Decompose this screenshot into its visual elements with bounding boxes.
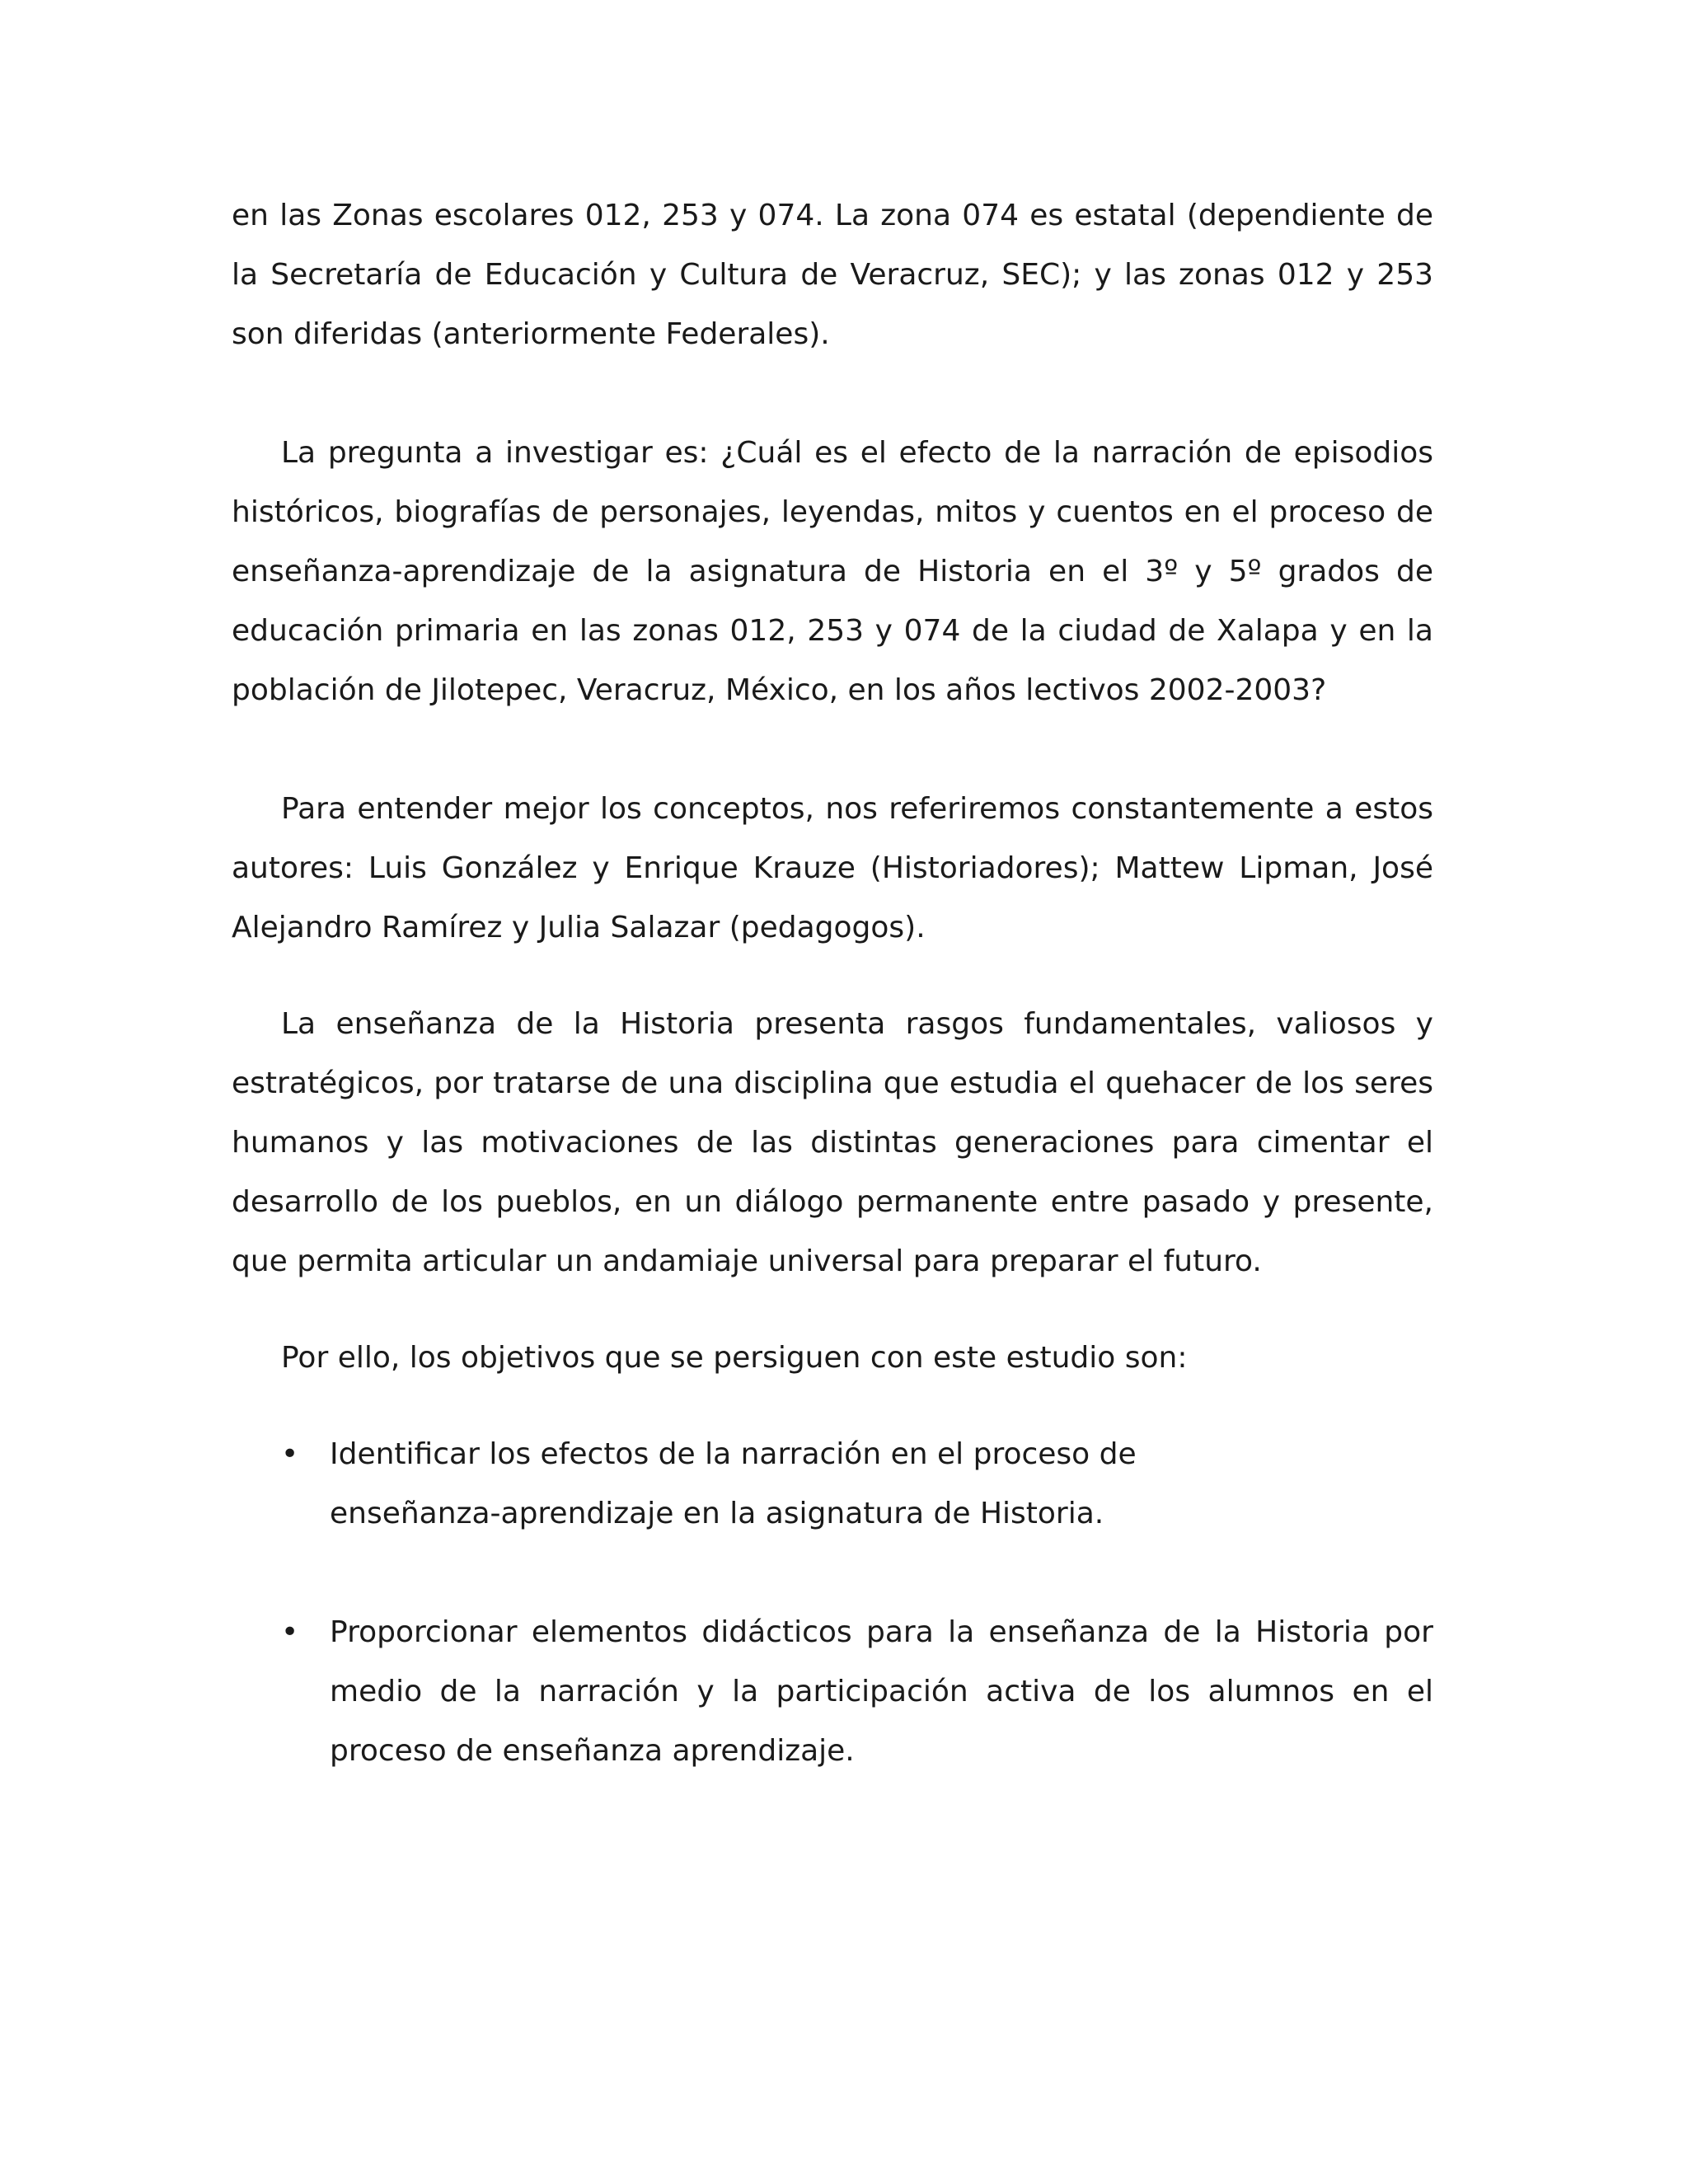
objectives-list bbox=[232, 1425, 1433, 1781]
bullet-icon: • bbox=[281, 1615, 299, 1649]
paragraph-research-question: La pregunta a investigar es: ¿Cuál es el efecto de la narración de episodios históricos, biografías de personajes, leyendas, mitos y cuentos en el proceso de enseñanza-aprendizaje de la asignatura de Historia en el 3º y 5º grados de educación primaria en las zonas 012, 253 y 074 de la ciudad de Xalapa y en la población de Jilotepec, Veracruz, México, en los años lectivos 2002-2003? bbox=[232, 436, 1433, 707]
paragraph-spacer bbox=[232, 958, 1433, 995]
document-body bbox=[232, 186, 1433, 1781]
paragraph-spacer bbox=[232, 720, 1433, 780]
bullet-icon: • bbox=[281, 1437, 299, 1471]
paragraph-spacer bbox=[232, 1291, 1433, 1329]
paragraph-objectives-intro: Por ello, los objetivos que se persiguen con este estudio son: bbox=[281, 1341, 1188, 1375]
objective-text: Identificar los efectos de la narración en el proceso de enseñanza-aprendizaje en la asignatura de Historia. bbox=[330, 1437, 1137, 1530]
list-item bbox=[232, 1425, 1433, 1544]
list-item bbox=[232, 1603, 1433, 1781]
paragraph-authors: Para entender mejor los conceptos, nos referiremos constantemente a estos autores: Luis González y Enrique Krauze (Historiadores); Mattew Lipman, José Alejandro Ramírez y Julia Salazar (pedagogos). bbox=[232, 792, 1433, 944]
paragraph-history-teaching: La enseñanza de la Historia presenta rasgos fundamentales, valiosos y estratégicos, por tratarse de una disciplina que estudia el quehacer de los seres humanos y las motivaciones de las distintas generaciones para cimentar el desarrollo de los pueblos, en un diálogo permanente entre pasado y presente, que permita articular un andamiaje universal para preparar el futuro. bbox=[232, 1007, 1433, 1278]
paragraph-zones: en las Zonas escolares 012, 253 y 074. La zona 074 es estatal (dependiente de la Secretaría de Educación y Cultura de Veracruz, SEC); y las zonas 012 y 253 son diferidas (anteriormente Federales). bbox=[232, 199, 1433, 351]
objective-text: Proporcionar elementos didácticos para la enseñanza de la Historia por medio de la narración y la participación activa de los alumnos en el proceso de enseñanza aprendizaje. bbox=[330, 1615, 1433, 1768]
paragraph-spacer bbox=[232, 364, 1433, 424]
paragraph-spacer bbox=[232, 1388, 1433, 1425]
